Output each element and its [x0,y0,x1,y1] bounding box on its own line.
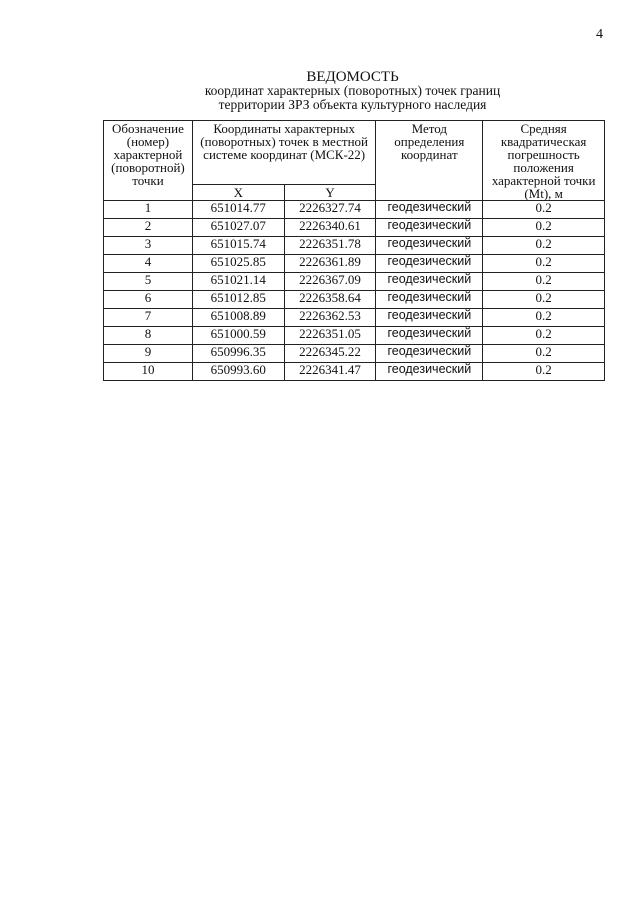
cell-method: геодезический [376,201,483,219]
cell-method: геодезический [376,273,483,291]
cell-accuracy: 0.2 [483,273,605,291]
table-row [104,273,605,291]
cell-point-number: 10 [104,363,193,381]
cell-y: 2226358.64 [284,291,376,309]
cell-point-number: 5 [104,273,193,291]
cell-accuracy: 0.2 [483,363,605,381]
cell-x: 651021.14 [192,273,284,291]
cell-y: 2226362.53 [284,309,376,327]
cell-y: 2226351.05 [284,327,376,345]
header-designation: Обозначение (номер) характерной (поворотной) точки [104,121,193,201]
cell-method: геодезический [376,219,483,237]
cell-point-number: 9 [104,345,193,363]
header-coordinates: Координаты характерных (поворотных) точек в местной системе координат (МСК-22) [192,121,376,185]
title-block [100,70,605,112]
cell-point-number: 8 [104,327,193,345]
cell-method: геодезический [376,291,483,309]
document-title: ВЕДОМОСТЬ [306,69,399,85]
cell-y: 2226327.74 [284,201,376,219]
table-row [104,201,605,219]
cell-accuracy: 0.2 [483,237,605,255]
cell-point-number: 2 [104,219,193,237]
table-row [104,363,605,381]
header-y: Y [284,185,376,201]
table-row [104,291,605,309]
cell-method: геодезический [376,363,483,381]
cell-accuracy: 0.2 [483,327,605,345]
cell-x: 651012.85 [192,291,284,309]
cell-point-number: 4 [104,255,193,273]
cell-accuracy: 0.2 [483,201,605,219]
header-accuracy: Средняя квадратическая погрешность положения характерной точки (Mt), м [483,121,605,201]
cell-x: 650993.60 [192,363,284,381]
cell-point-number: 7 [104,309,193,327]
header-method: Метод определения координат [376,121,483,201]
document-subtitle-line-1: координат характерных (поворотных) точек границ [204,83,501,98]
header-x: X [192,185,284,201]
cell-y: 2226351.78 [284,237,376,255]
cell-y: 2226345.22 [284,345,376,363]
cell-x: 650996.35 [192,345,284,363]
cell-method: геодезический [376,255,483,273]
cell-y: 2226361.89 [284,255,376,273]
cell-accuracy: 0.2 [483,255,605,273]
table-row [104,345,605,363]
cell-point-number: 6 [104,291,193,309]
cell-method: геодезический [376,345,483,363]
document-subtitle-line-2: территории ЗРЗ объекта культурного наследия [218,97,487,112]
page-number: 4 [596,27,603,42]
cell-accuracy: 0.2 [483,219,605,237]
cell-x: 651008.89 [192,309,284,327]
cell-point-number: 3 [104,237,193,255]
cell-y: 2226367.09 [284,273,376,291]
table-row [104,219,605,237]
cell-x: 651025.85 [192,255,284,273]
table-header [104,121,605,201]
cell-accuracy: 0.2 [483,345,605,363]
cell-accuracy: 0.2 [483,309,605,327]
coordinates-table [103,120,605,381]
cell-point-number: 1 [104,201,193,219]
cell-x: 651000.59 [192,327,284,345]
table-row [104,237,605,255]
cell-y: 2226340.61 [284,219,376,237]
cell-x: 651027.07 [192,219,284,237]
table-row [104,309,605,327]
table-row [104,255,605,273]
cell-accuracy: 0.2 [483,291,605,309]
table-body [104,201,605,381]
table-row [104,327,605,345]
cell-x: 651015.74 [192,237,284,255]
cell-x: 651014.77 [192,201,284,219]
cell-method: геодезический [376,309,483,327]
cell-method: геодезический [376,237,483,255]
cell-y: 2226341.47 [284,363,376,381]
cell-method: геодезический [376,327,483,345]
